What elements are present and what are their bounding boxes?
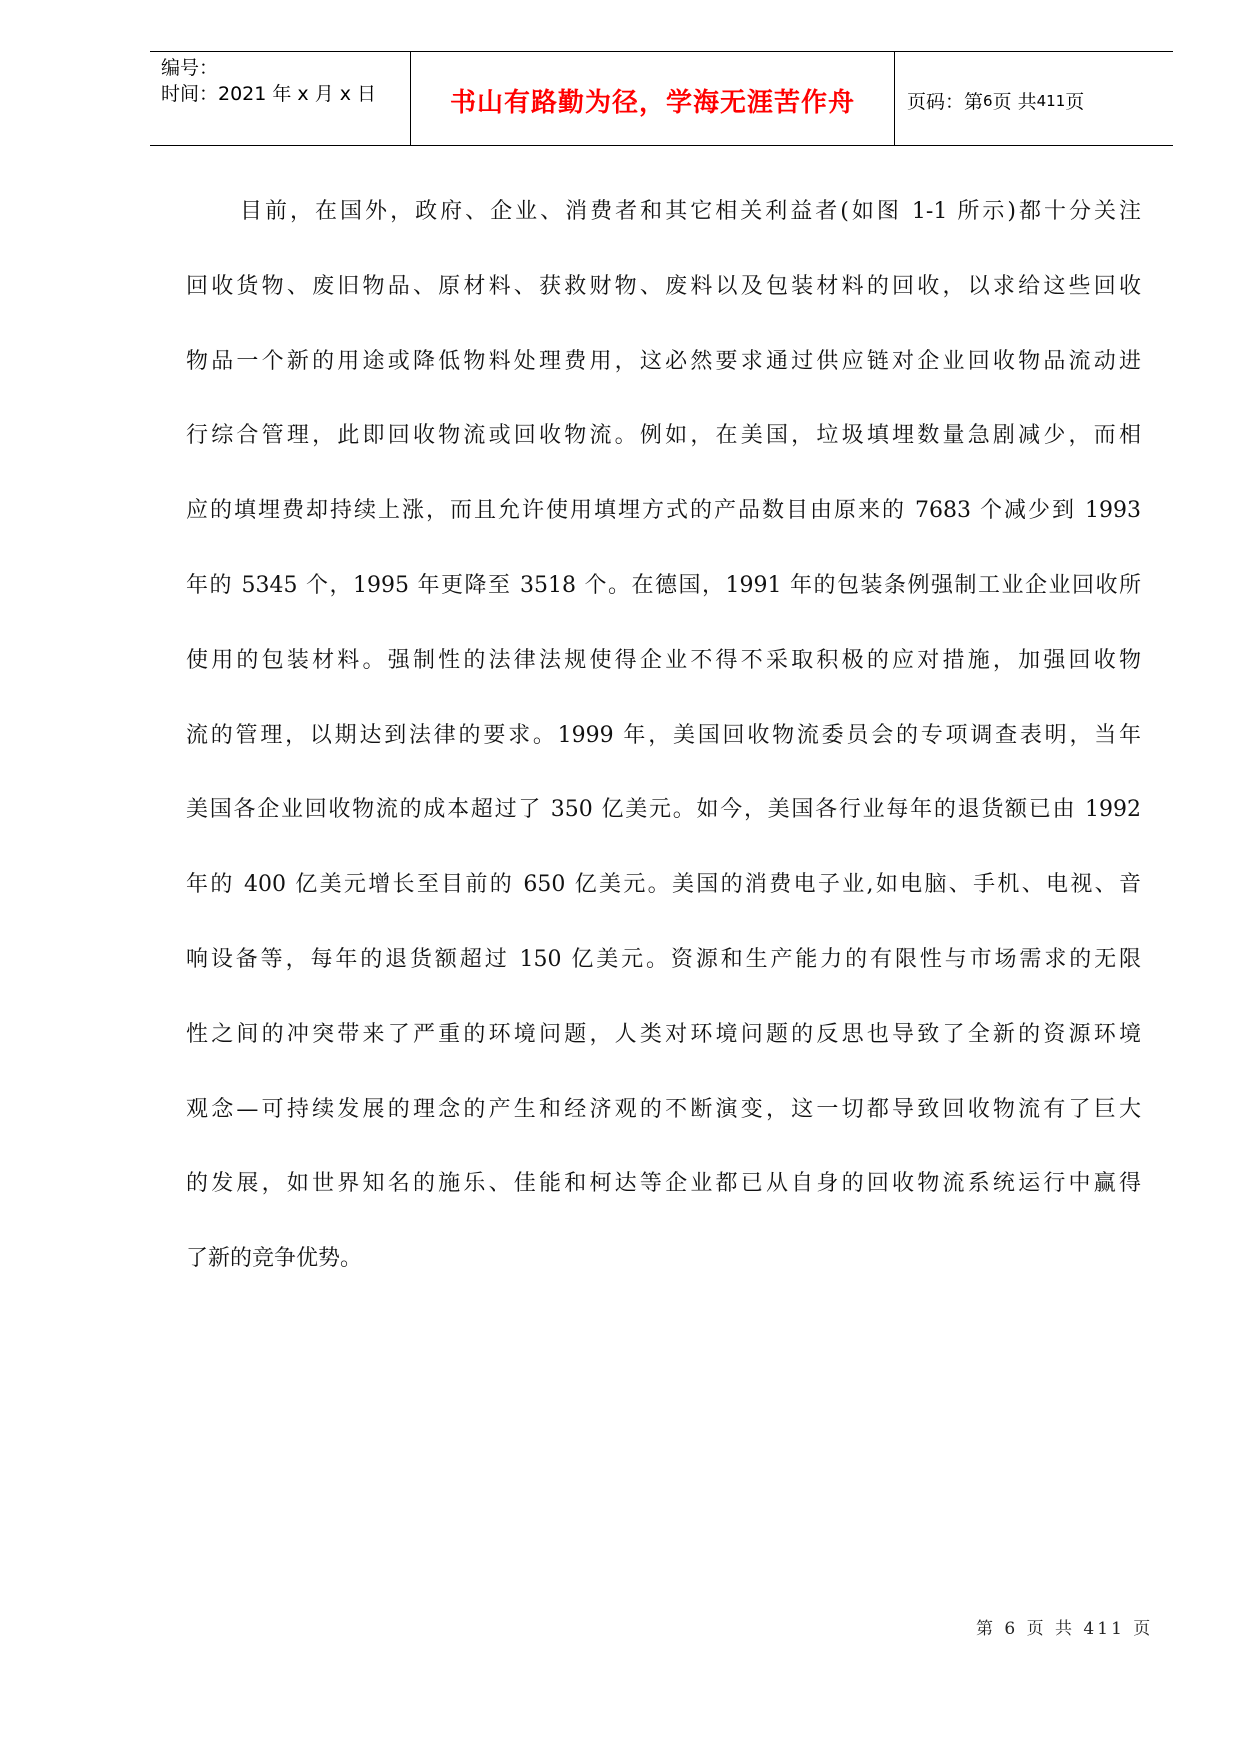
document-time: 时间：2021 年 x 月 x 日 [161,83,377,105]
page-mid: 页 共 [992,91,1037,113]
paragraph-line: 行综合管理，此即回收物流或回收物流。例如，在美国，垃圾填埋数量急剧减少，而相 [186,423,1141,449]
paragraph-line: 性之间的冲突带来了严重的环境问题，人类对环境问题的反思也导致了全新的资源环境 [186,1021,1141,1047]
paragraph-line: 响设备等，每年的退货额超过 150 亿美元。资源和生产能力的有限性与市场需求的无限 [186,946,1141,972]
paragraph-line: 应的填埋费却持续上涨，而且允许使用填埋方式的产品数目由原来的 7683 个减少到 1993 [186,498,1141,524]
document-number-label: 编号： [161,57,219,79]
header-meta [150,52,411,145]
body-paragraph [186,175,1141,1297]
header-motto: 书山有路勤为径，学海无涯苦作舟 [411,52,895,145]
paragraph-line: 了新的竞争优势。 [186,1246,363,1272]
page-current: 6 [983,91,993,110]
paragraph-line: 流的管理，以期达到法律的要求。1999 年，美国回收物流委员会的专项调查表明，当年 [186,722,1141,748]
page-header [150,51,1173,146]
paragraph-line: 年的 400 亿美元增长至目前的 650 亿美元。美国的消费电子业,如电脑、手机、电视、音 [186,872,1141,898]
paragraph-line: 观念—可持续发展的理念的产生和经济观的不断演变，这一切都导致回收物流有了巨大 [186,1096,1141,1122]
paragraph-line: 年的 5345 个，1995 年更降至 3518 个。在德国，1991 年的包装条例强制工业企业回收所 [186,572,1141,598]
page-suffix: 页 [1065,91,1085,113]
paragraph-line: 使用的包装材料。强制性的法律法规使得企业不得不采取积极的应对措施，加强回收物 [186,647,1141,673]
page-footer: 第 6 页 共 411 页 [976,1619,1154,1639]
page-total: 411 [1036,91,1066,110]
paragraph-line: 的发展，如世界知名的施乐、佳能和柯达等企业都已从自身的回收物流系统运行中赢得 [186,1171,1141,1197]
page-prefix: 页码：第 [907,91,984,113]
paragraph-line: 美国各企业回收物流的成本超过了 350 亿美元。如今，美国各行业每年的退货额已由 1992 [186,797,1141,823]
header-page-number [895,52,1173,145]
paragraph-line: 目前，在国外，政府、企业、消费者和其它相关利益者(如图 1-1 所示)都十分关注 [240,199,1141,224]
paragraph-line: 物品一个新的用途或降低物料处理费用，这必然要求通过供应链对企业回收物品流动进 [186,348,1141,374]
paragraph-line: 回收货物、废旧物品、原材料、获救财物、废料以及包装材料的回收，以求给这些回收 [186,273,1141,299]
